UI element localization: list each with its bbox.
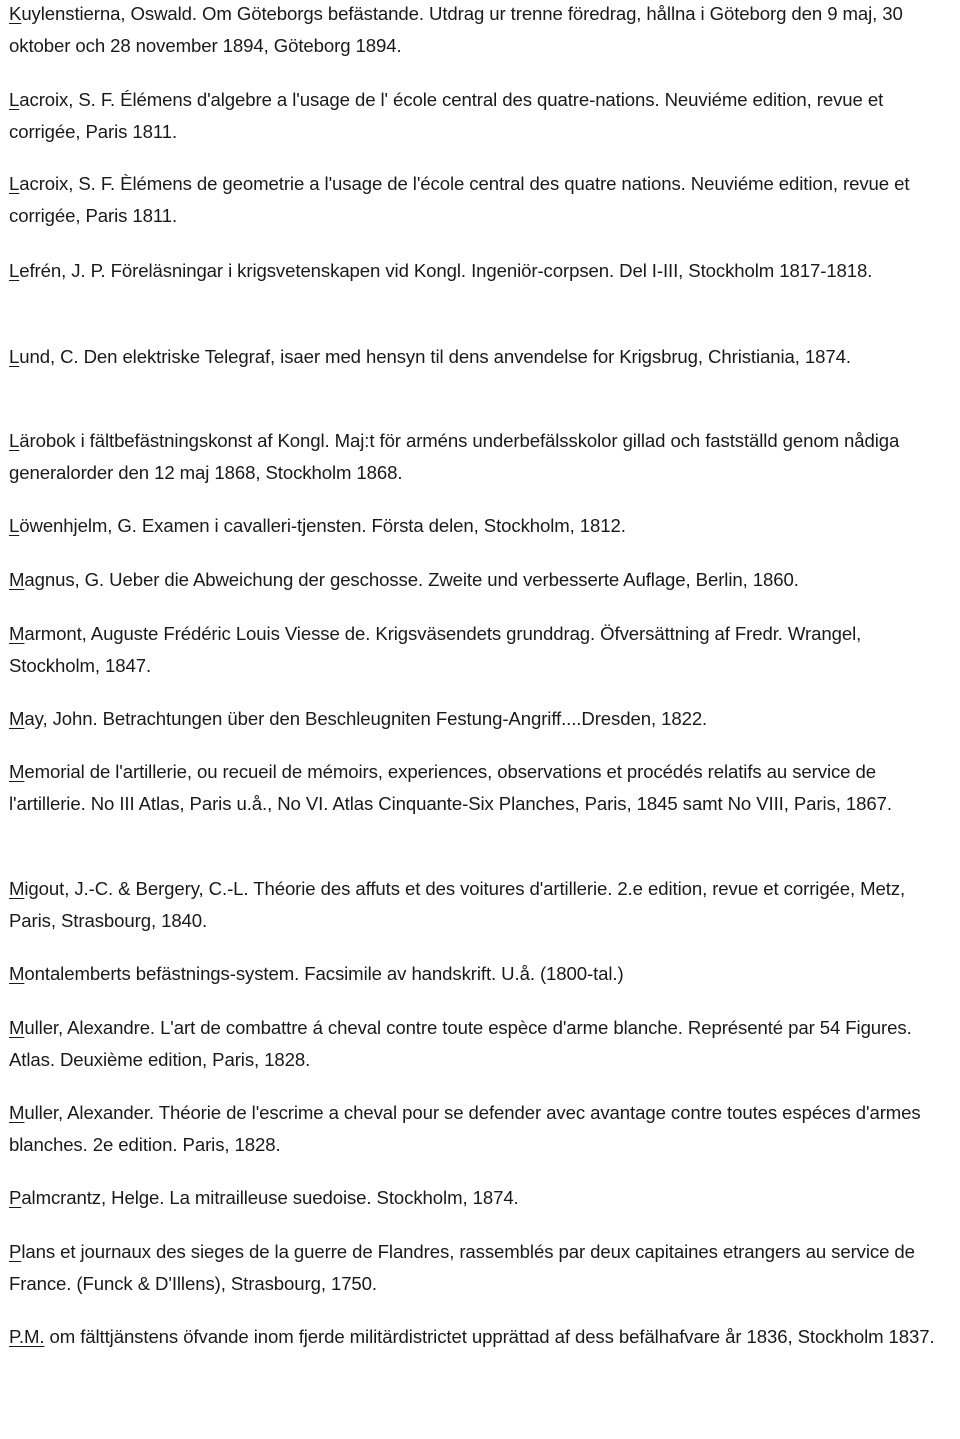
entry-text: lans et journaux des sieges de la guerre de Flandres, rassemblés par deux capitaines etrangers au service de France. (Funck & D'Illens), Strasbourg, 1750.	[9, 1241, 915, 1294]
entry-text: öwenhjelm, G. Examen i cavalleri-tjensten. Första delen, Stockholm, 1812.	[19, 515, 626, 536]
entry-initial: P	[9, 1241, 22, 1262]
bibliography-entry	[9, 0, 954, 62]
entry-initial: L	[9, 346, 20, 367]
entry-text: uller, Alexandre. L'art de combattre á cheval contre toute espèce d'arme blanche. Représenté par 54 Figures. Atlas. Deuxième edition, Paris, 1828.	[9, 1017, 912, 1070]
bibliography-entry	[9, 873, 954, 937]
entry-text: armont, Auguste Frédéric Louis Viesse de. Krigsväsendets grunddrag. Öfversättning af Fredr. Wrangel, Stockholm, 1847.	[9, 623, 862, 676]
entry-initial: P.M.	[9, 1326, 45, 1347]
entry-text: efrén, J. P. Föreläsningar i krigsvetenskapen vid Kongl. Ingeniör-corpsen. Del I-III, Stockholm 1817-1818.	[19, 260, 873, 281]
bibliography-entry	[9, 1321, 954, 1353]
bibliography-entry	[9, 756, 954, 820]
bibliography-entry	[9, 1097, 954, 1161]
entry-initial: P	[9, 1187, 22, 1208]
entry-initial: K	[9, 3, 22, 24]
entry-text: uylenstierna, Oswald. Om Göteborgs befästande. Utdrag ur trenne föredrag, hållna i Göteborg den 9 maj, 30 oktober och 28 november 1894, Göteborg 1894.	[9, 3, 903, 56]
entry-text: acroix, S. F. Èlémens de geometrie a l'usage de l'école central des quatre nations. Neuviéme edition, revue et corrigée, Paris 1811.	[9, 173, 910, 226]
entry-text: ay, John. Betrachtungen über den Beschleugniten Festung-Angriff....Dresden, 1822.	[24, 708, 708, 729]
entry-text: acroix, S. F. Élémens d'algebre a l'usage de l' école central des quatre-nations. Neuviéme edition, revue et corrigée, Paris 1811.	[9, 89, 884, 142]
entry-initial: M	[9, 623, 25, 644]
bibliography-entry	[9, 1236, 954, 1300]
bibliography-entry	[9, 510, 954, 542]
bibliography-entry	[9, 168, 954, 232]
entry-text: emorial de l'artillerie, ou recueil de mémoirs, experiences, observations et procédés relatifs au service de l'artillerie. No III Atlas, Paris u.å., No VI. Atlas Cinquante-Six Planches, Paris, 1845 samt No VIII, Paris, 1867.	[9, 761, 892, 814]
entry-initial: M	[9, 878, 25, 899]
bibliography-entry	[9, 703, 954, 735]
entry-text: om fälttjänstens öfvande inom fjerde militärdistrictet upprättad af dess befälhafvare år 1836, Stockholm 1837.	[44, 1326, 935, 1347]
entry-initial: M	[9, 963, 25, 984]
entry-initial: M	[9, 569, 25, 590]
entry-initial: L	[9, 430, 20, 451]
bibliography-entry	[9, 564, 954, 596]
entry-initial: M	[9, 708, 25, 729]
entry-text: und, C. Den elektriske Telegraf, isaer med hensyn til dens anvendelse for Krigsbrug, Christiania, 1874.	[19, 346, 851, 367]
entry-initial: M	[9, 1017, 25, 1038]
entry-initial: L	[9, 173, 20, 194]
entry-text: ärobok i fältbefästningskonst af Kongl. Maj:t för arméns underbefälsskolor gillad och fastställd genom nådiga generalorder den 12 maj 1868, Stockholm 1868.	[9, 430, 900, 483]
entry-text: almcrantz, Helge. La mitrailleuse suedoise. Stockholm, 1874.	[21, 1187, 519, 1208]
entry-text: uller, Alexander. Théorie de l'escrime a cheval pour se defender avec avantage contre toutes espéces d'armes blanches. 2e edition. Paris, 1828.	[9, 1102, 921, 1155]
entry-text: agnus, G. Ueber die Abweichung der geschosse. Zweite und verbesserte Auflage, Berlin, 1860.	[24, 569, 799, 590]
entry-initial: L	[9, 515, 20, 536]
entry-initial: M	[9, 761, 25, 782]
entry-initial: L	[9, 89, 20, 110]
entry-initial: L	[9, 260, 20, 281]
bibliography-entry	[9, 618, 954, 682]
bibliography-entry	[9, 341, 954, 373]
bibliography-entry	[9, 958, 954, 990]
entry-text: igout, J.-C. & Bergery, C.-L. Théorie des affuts et des voitures d'artillerie. 2.e edition, revue et corrigée, Metz, Paris, Strasbourg, 1840.	[9, 878, 906, 931]
bibliography-entry	[9, 425, 954, 489]
bibliography-entry	[9, 1012, 954, 1076]
bibliography-entry	[9, 255, 954, 287]
entry-text: ontalemberts befästnings-system. Facsimile av handskrift. U.å. (1800-tal.)	[24, 963, 624, 984]
bibliography-entry	[9, 84, 954, 148]
bibliography-entry	[9, 1182, 954, 1214]
entry-initial: M	[9, 1102, 25, 1123]
